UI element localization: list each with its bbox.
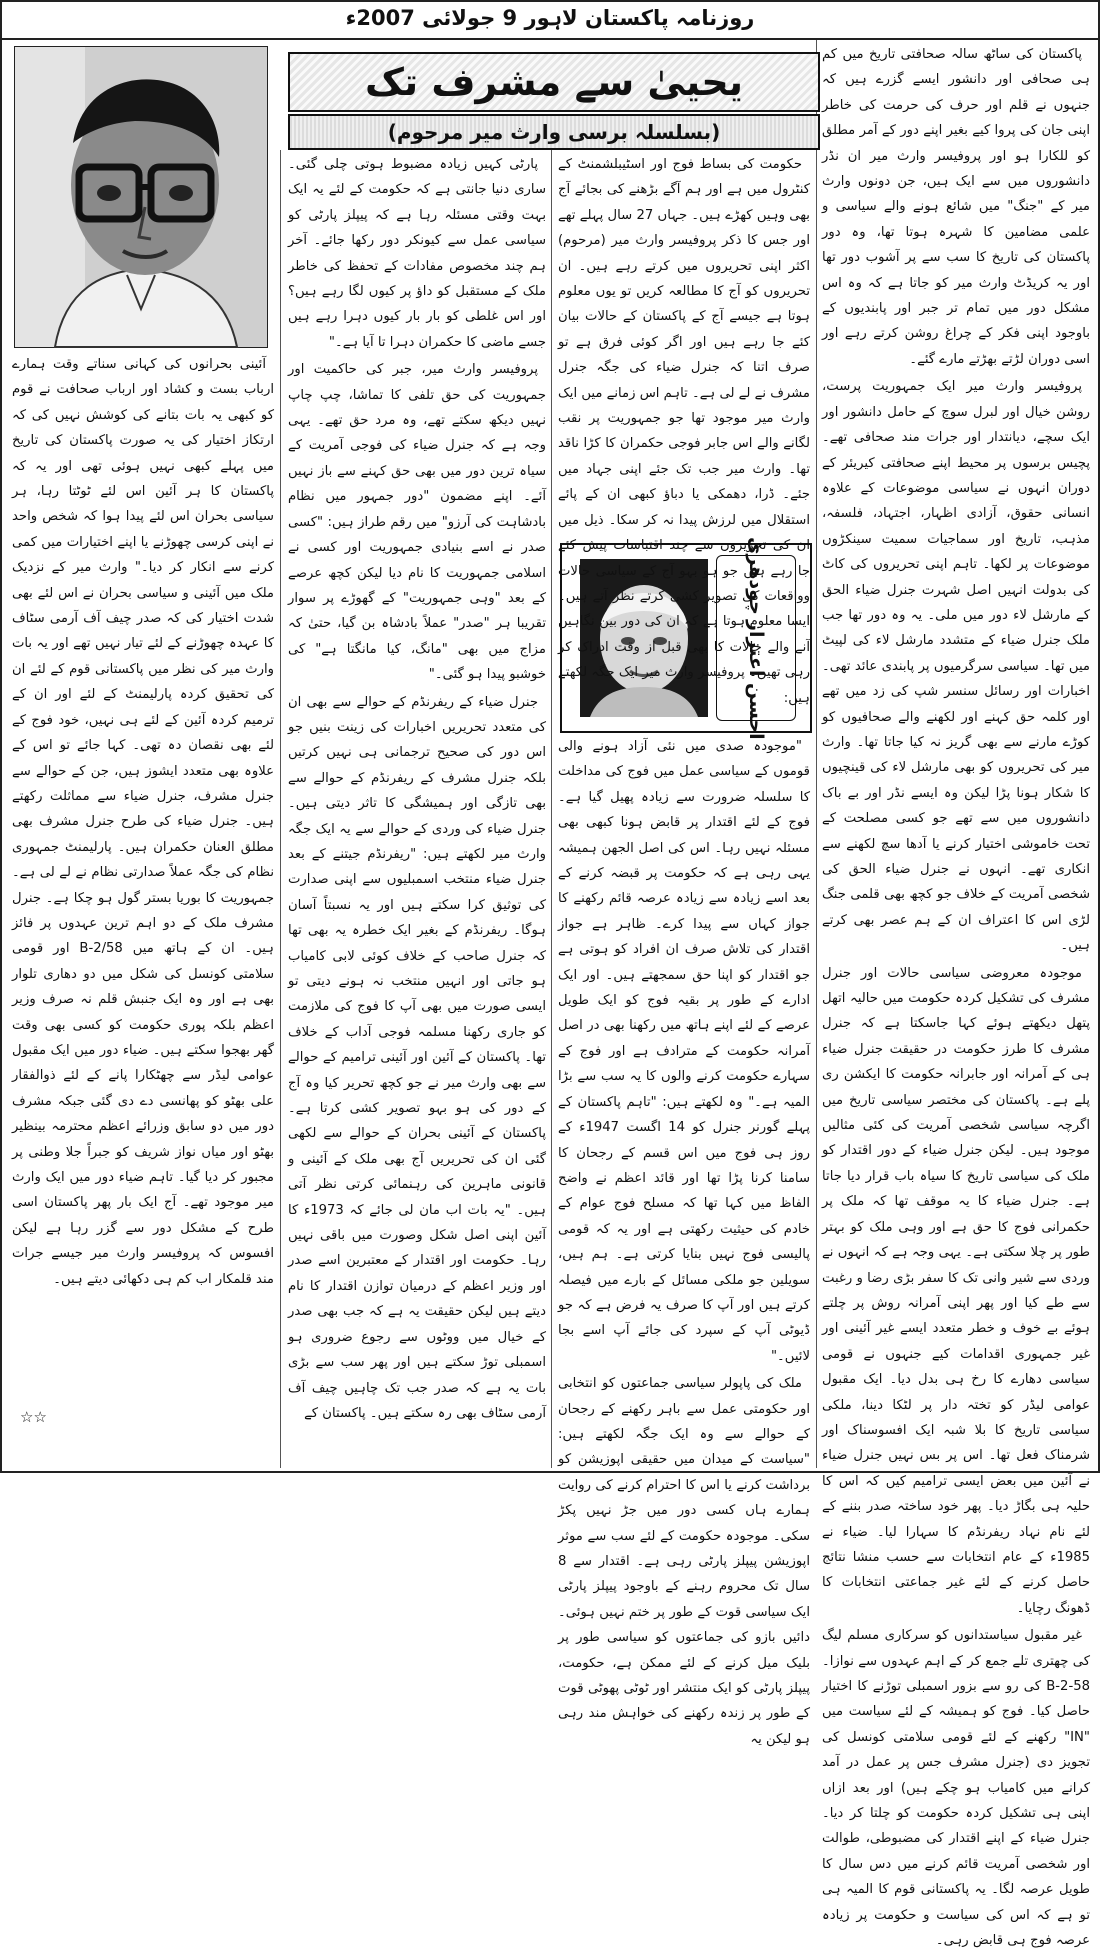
subheadline-box — [288, 114, 820, 150]
paragraph: "موجودہ صدی میں نئی آزاد ہونے والی قوموں کے سیاسی عمل میں فوج کی مداخلت کا سلسلہ ضرورت سے زیادہ پھیل گیا ہے۔ فوج کے لئے اقتدار پر قابض ہونا کبھی بھی مسئلہ نہیں رہا۔ اس کی اصل الجھن ہمیشہ یہی رہی ہے کہ حکومت پر قبضہ کرنے کے بعد اسے زیادہ سے زیادہ عرصہ قائم رکھنے کا جواز کہاں سے پیدا کرے۔ ظاہر ہے جواز اقتدار کی تلاش صرف ان افراد کو ہوتی ہے جو اقتدار کو اپنا حق سمجھتے ہیں۔ اور ایک ادارے کے طور پر بقیہ فوج کو ایک طویل عرصے کے لئے اپنے ہاتھ میں رکھنا بھی در اصل آمرانہ حکومت کے مترادف ہے اور فوج کے سہارے حکومت کرنے والوں کا یہ سب سے بڑا المیہ ہے۔" وہ لکھتے ہیں: "تاہم پاکستان کے پہلے گورنر جنرل کو 14 اگست 1947ء کے روز ہی فوج میں اس قسم کے رجحان کا سامنا کرنا پڑا تھا اور قائد اعظم نے واضح الفاظ میں کہا تھا کہ مسلح فوج عوام کے خادم کی حیثیت رکھتی ہے اور یہ کہ قومی پالیسی فوج نہیں بنایا کرتی ہے۔ ہم ہیں، سویلین جو ملکی مسائل کے بارے میں فیصلہ کرتے ہیں اور آپ کا صرف یہ فرض ہے کہ جو ڈیوٹی آپ کے سپرد کی جائے آپ اسے بجا لائیں۔" — [558, 739, 810, 1364]
paragraph: پروفیسر وارث میر، جبر کی حاکمیت اور جمہوریت کی حق تلفی کا تماشا، چپ چاپ نہیں دیکھ سکتے تھے، وہ مرد حق تھے۔ یہی وجہ ہے کہ جنرل ضیاء کی فوجی آمریت کے سیاہ ترین دور میں بھی حق کہنے سے باز نہیں آئے۔ اپنے مضمون "دور جمہور میں نظام بادشاہت کی آرزو" میں رقم طراز ہیں: "کسی صدر نے اسے بنیادی جمہوریت اور کسی نے اسلامی جمہوریت کا نام دیا لیکن کچھ عرصے کے بعد "وہی جمہوریت" کے گھوڑے پر سوار تقریبا ہر "صدر" عملاً بادشاہ بن گیا، حتیٰ کہ مزاج میں بھی "مانگ، کیا مانگتا ہے" کی خوشبو پیدا ہو گئی۔" — [288, 362, 546, 683]
paragraph: جنرل ضیاء کے ریفرنڈم کے حوالے سے بھی ان کی متعدد تحریریں اخبارات کی زینت بنیں جو اس دور کی صحیح ترجمانی ہی نہیں کرتیں بلکہ جنرل مشرف کے ریفرنڈم کے حوالے سے بھی تازگی اور ہمیشگی کا تاثر دیتی ہیں۔ جنرل ضیاء کی وردی کے حوالے سے یہ ایک جگہ وارث میر لکھتے ہیں: "ریفرنڈم جیتنے کے بعد جنرل ضیاء منتخب اسمبلیوں سے اپنی صدارت کی توثیق کرا سکتے ہیں اور یہ نسبتاً آسان ہوگا۔ ریفرنڈم کے بغیر ایک خطرہ یہ بھی تھا کہ جنرل صاحب کے خلاف کوئی لابی کامیاب ہو جاتی اور انہیں منتخب نہ ہونے دیتی تو ایسی صورت میں بھی آپ کا فوج کی ملازمت کو جاری رکھنا مسلمہ فوجی آداب کے خلاف تھا۔ پاکستان کے آئین اور آئینی ترامیم کے حوالے سے بھی وارث میر نے جو کچھ تحریر کیا وہ آج کے دور کی ہو بہو تصویر کشی کرتا ہے۔ پاکستان کے آئینی بحران کے حوالے سے لکھی گئی ان کی تحریریں آج بھی ملک کے آئینی و قانونی ماہرین کی رہنمائی کرتی نظر آتی ہیں۔ "یہ بات اب مان لی جائے کہ 1973ء کا آئین اپنی اصل شکل وصورت میں باقی نہیں رہا۔ حکومت اور اقتدار کے معتبرین اسے صدر اور وزیر اعظم کے درمیان توازن اقتدار کا نام دیتے ہیں لیکن حقیقت یہ ہے کہ جب بھی صدر کے خیال میں ووٹوں سے رجوع ضروری ہو اسمبلی توڑ سکتے ہیں اور پھر سب سے بڑی بات یہ ہے کہ صدر جب تک چاہیں چیف آف آرمی سٹاف بھی رہ سکتے ہیں۔ پاکستان کے — [288, 694, 546, 1421]
paragraph: ملک کی پاپولر سیاسی جماعتوں کو انتخابی اور حکومتی عمل سے باہر رکھنے کے رجحان کے حوالے سے وہ ایک جگہ لکھتے ہیں: "سیاست کے میدان میں حقیقی اپوزیشن کو برداشت کرنے یا اس کا احترام کرنے کی روایت ہمارے ہاں کسی دور میں جڑ نہیں پکڑ سکی۔ موجودہ حکومت کے لئے سب سے موثر اپوزیشن پیپلز پارٹی رہی ہے۔ اقتدار سے 8 سال تک محروم رہنے کے باوجود پیپلز پارٹی ایک سیاسی قوت کے طور پر ختم نہیں ہوئی۔ دائیں بازو کی جماعتوں کو سیاسی طور پر بلیک میل کرنے کے لئے ممکن ہے، حکومت، پیپلز پارٹی کو ایک منتشر اور ٹوٹی پھوٹی قوت کے طور پر زندہ رکھنے کی خواہش مند رہی ہو لیکن یہ — [558, 1376, 810, 1747]
author-name-first: چودھری — [745, 536, 767, 615]
column-divider — [816, 40, 817, 1468]
author-name-middle: اعتزاز — [745, 620, 767, 677]
article-column-4 — [12, 352, 274, 1402]
header-rule — [0, 38, 1100, 40]
paragraph: پاکستان کی ساٹھ سالہ صحافتی تاریخ میں کم ہی صحافی اور دانشور ایسے گزرے ہیں کہ جنہوں نے قلم اور حرف کی حرمت کی خاطر اپنی جان کی پروا کیے بغیر اپنے دور کے آمر مطلق کو للکارا ہو اور پروفیسر وارث میر ان نڈر دانشوروں میں سے ایک ہیں، جن دونوں وارث میر کے "جنگ" میں شائع ہونے والے سیاسی و علمی مضامین کا شہرہ ہوتا تھا، وہ دور پاکستان کی تاریخ کا سب سے پر آشوب دور تھا اور یہ کریڈٹ وارث میر کو جاتا ہے کہ وہ اس مشکل دور میں تمام تر جبر اور پابندیوں کے باوجود اپنی فکر کے چراغ روشن کرتے رہے اور اسی دوران لڑتے بھڑتے مارے گئے۔ — [822, 47, 1090, 367]
column-divider — [551, 150, 552, 1468]
article-column-3 — [288, 152, 546, 1466]
headline: یحییٰ سے مشرف تک — [364, 60, 744, 104]
dateline: روزنامہ پاکستان لاہور 9 جولائی 2007ء — [345, 6, 755, 30]
article-column-2-bottom — [558, 734, 810, 1747]
portrait-illustration — [15, 47, 267, 347]
paragraph: غیر مقبول سیاستدانوں کو سرکاری مسلم لیگ کی چھتری تلے جمع کر کے اہم عہدوں سے نوازا۔ B-2-58 کی رو سے بزور اسمبلی توڑنے کا اختیار حاصل کیا۔ فوج کو ہمیشہ کے لئے سیاست میں "IN" رکھنے کے لئے قومی سلامتی کونسل کی تجویز دی (جنرل مشرف جس پر عمل در آمد کرانے میں کامیاب ہو چکے ہیں) اور بعد ازاں اپنی ہی تشکیل کردہ حکومت کو چلتا کر دیا۔ جنرل ضیاء کے اپنے اقتدار کی مضبوطی، طوالت اور شخصی آمریت قائم کرنے میں دس سال کا طویل عرصہ لگا۔ یہ پاکستانی قوم کا المیہ ہی تو ہے کہ اس کی سیاست و حکومت پر زیادہ عرصہ فوج ہی قابض رہی۔ — [822, 1628, 1090, 1949]
end-mark-icon: ☆☆ — [20, 1408, 47, 1426]
headline-box — [288, 52, 820, 112]
paragraph: پارٹی کہیں زیادہ مضبوط ہوتی چلی گئی۔ ساری دنیا جانتی ہے کہ حکومت کے لئے یہ ایک بہت وقتی مسئلہ رہا ہے کہ پیپلز پارٹی کو سیاسی عمل سے کیونکر دور رکھا جائے۔ آخر ہم چند مخصوص مفادات کے تحفظ کی خاطر ملک کے مستقبل کو داؤ پر کیوں لگا رہے ہیں؟ اور اس غلطی کو بار بار کیوں دہرا رہے ہیں جسے ماضی کا حکمران دہرا تا آیا ہے۔" — [288, 157, 546, 350]
paragraph: موجودہ معروضی سیاسی حالات اور جنرل مشرف کی تشکیل کردہ حکومت میں حالیہ اتھل پتھل دیکھتے ہوئے کہا جاسکتا ہے کہ جنرل مشرف کا طرز حکومت در حقیقت جنرل ضیاء ہی کے آمرانہ اور جابرانہ حکومت کا ایکشن ری پلے ہے۔ پاکستان کی مختصر سیاسی تاریخ میں اگرچہ سیاسی شخصی آمریت کی کئی مثالیں موجود ہیں۔ لیکن جنرل ضیاء کے دور اقتدار کو ملک کی سیاسی تاریخ کا سیاہ باب قرار دیا جاتا ہے۔ جنرل ضیاء کا یہ موقف تھا کہ ملک پر حکمرانی فوج کا حق ہے اور وہی ملک کو بہتر طور پر چلا سکتی ہے۔ یہی وجہ ہے کہ انہوں نے وردی سے شیر وانی تک کا سفر بڑی رضا و رغبت سے طے کیا اور پھر اپنی آمرانہ روش پر چلتے ہوئے بے خوف و خطر متعدد ایسے غیر آئینی اور غیر جمہوری اقدامات کیے جنہوں نے قومی سیاسی دھارے کا رخ ہی بدل دیا۔ ایک مقبول عوامی لیڈر کو تختہ دار پر لٹکا دینا، ملکی سیاسی تاریخ کا بلا شبہ ایک افسوسناک اور شرمناک فعل تھا۔ اس پر بس نہیں جنرل ضیاء نے آئین میں بعض ایسی ترامیم کیں کہ اس کا حلیہ ہی بگاڑ دیا۔ پھر خود ساختہ صدر بننے کے لئے نام نہاد ریفرنڈم کا سہارا لیا۔ ضیاء نے 1985ء کے عام انتخابات سے حسب منشا نتائج حاصل کرنے کے لئے غیر جماعتی انتخابات کا ڈھونگ رچایا۔ — [822, 965, 1090, 1616]
author-name-last: احسن — [745, 682, 767, 740]
paragraph: پروفیسر وارث میر ایک جمہوریت پرست، روشن خیال اور لبرل سوچ کے حامل دانشور اور ایک سچے، دیانتدار اور جرات مند صحافی تھے۔ پچیس برسوں پر محیط اپنے صحافتی کیریئر کے دوران انہوں نے سیاسی موضوعات کے علاوہ انسانی حقوق، آزادی اظہار، اجتہاد، فلسفہ، مذہب، تاریخ اور سماجیات سمیت سینکڑوں موضوعات پر لکھا۔ تاہم اپنی تحریروں کی کاٹ کی بدولت انہیں اصل شہرت جنرل ضیاء الحق کے مارشل لاء دور میں ملی۔ یہ وہ دور تھا جب ملک جنرل ضیاء کے متشدد مارشل لاء کی لپیٹ میں تھا۔ سیاسی سرگرمیوں پر پابندی عائد تھی۔ اخبارات اور رسائل سنسر شپ کی زد میں تھے اور کلمہ حق کہنے اور لکھنے والے صحافیوں کو کوڑے مارنے سے بھی گریز نہ کیا جاتا تھا۔ وارث میر کی تحریروں کو بھی مارشل لاء کی قینچیوں کا شکار ہونا پڑا لیکن وہ ایسے نڈر اور بے باک دانشوروں میں سے تھے جو کسی مصلحت کے تحت خاموشی اختیار کرنے یا آدھا سچ لکھنے سے انکاری تھے۔ انہوں نے جنرل ضیاء الحق کی شخصی آمریت کے خلاف جو کچھ بھی قلمی جنگ لڑی اس کا اعتراف ان کے ہم عصر بھی کرتے ہیں۔ — [822, 379, 1090, 954]
subheadline: (بسلسلہ برسی وارث میر مرحوم) — [387, 120, 721, 144]
paragraph: آئینی بحرانوں کی کہانی سناتے وقت ہمارے ارباب بست و کشاد اور ارباب صحافت نے قوم کو کبھی یہ بات بتانے کی کوشش نہیں کی کہ ارتکاز اختیار کی یہ صورت پاکستان کی تاریخ میں پہلے کبھی نہیں ہوئی تھی اور یہ کہ پاکستان کا ہر آئین اس لئے ٹوٹتا رہا، ہر سیاسی بحران اس لئے پیدا ہوا کہ شخص واحد نے اپنی کرسی چھوڑنے یا اپنے اختیارات میں کمی کرنے سے انکار کر دیا۔" وارث میر کے نزدیک ملک میں آئینی و سیاسی بحران نے اس لئے بھی شدت اختیار کی کہ صدر چیف آف آرمی سٹاف کا عہدہ چھوڑنے کے لئے تیار نہیں تھے اور یہ بات وارث میر کی نظر میں پاکستانی قوم کے لئے ان کی تحقیق کردہ پارلیمنٹ کے لئے اور ان کے ترمیم کردہ آئین کے لئے ہی نہیں، خود فوج کے لئے بھی نقصان دہ تھی۔ کہا جائے تو اس کے علاوہ بھی متعدد ایشوز ہیں، جن کے حوالے سے جنرل مشرف، جنرل ضیاء سے مماثلت رکھتے ہیں۔ جنرل ضیاء کی طرح جنرل مشرف بھی مطلق العنان حکمران ہیں۔ پارلیمنٹ جمہوری نظام کی جگہ عملاً صدارتی نظام نے لے لی ہے۔ جمہوریت کا بوریا بستر گول ہو چکا ہے۔ جنرل مشرف ملک کے دو اہم ترین عہدوں پر فائز ہیں۔ ان کے ہاتھ میں B-2/58 اور قومی سلامتی کونسل کی شکل میں دو دھاری تلوار بھی ہے اور وہ ایک جنبش قلم نہ صرف وزیر اعظم بلکہ پوری حکومت کو کسی بھی وقت گھر بھجوا سکتے ہیں۔ ضیاء دور میں ایک مقبول عوامی لیڈر سے چھٹکارا پانے کے لئے ذوالفقار علی بھٹو کو پھانسی دے دی گئی جبکہ مشرف دور میں دو سابق وزرائے اعظم محترمہ بینظیر بھٹو اور میاں نواز شریف کو جبراً جلا وطنی پر مجبور کر دیا گیا۔ تاہم ضیاء دور میں ایک وارث میر موجود تھے۔ آج ایک بار پھر پاکستان اسی طرح کے مشکل دور سے گزر رہا ہے لیکن افسوس کہ پروفیسر وارث میر جیسے جرات مند قلمکار اب کم ہی دکھائی دیتے ہیں۔ — [12, 357, 274, 1287]
column-divider — [280, 150, 281, 1468]
article-column-1 — [822, 42, 1090, 1949]
portrait-photo — [14, 46, 268, 348]
paragraph: حکومت کی بساط فوج اور اسٹیبلشمنٹ کے کنٹرول میں ہے اور ہم آگے بڑھنے کی بجائے آج بھی وہیں کھڑے ہیں۔ جہاں 27 سال پہلے تھے اور جس کا ذکر پروفیسر وارث میر (مرحوم) اکثر اپنی تحریروں میں کرتے رہے ہیں۔ ان تحریروں کو آج کا مطالعہ کریں تو یوں معلوم ہوتا ہے جیسے آج کے پاکستان کے حالات بیان کئے جا رہے ہیں اور اگر کوئی فرق ہے تو صرف اتنا کہ جنرل ضیاء کی جگہ جنرل مشرف نے لے لی ہے۔ تاہم اس زمانے میں ایک وارث میر موجود تھا جو جمہوریت پر نقب لگانے والے اس جابر فوجی حکمران کا کڑا ناقد تھا۔ وارث میر جب تک جئے اپنی جہاد میں جئے۔ ڈرا، دھمکی یا دباؤ کبھی ان کے پائے استقلال میں لرزش پیدا نہ کر سکا۔ ذیل میں ان کی تحریروں سے چند اقتباسات پیش کئے جا رہے ہیں جو ہو بہو آج کے سیاسی حالات وواقعات کی تصویر کشی کرتے نظر آتے ہیں۔ ایسا معلوم ہوتا ہے کہ ان کی دور بین نگاہیں آنے والے حالات کا بھی قبل از وقت ادراک کر رہی تھیں۔ پروفیسر وارث میر ایک جگہ لکھتے ہیں: — [558, 157, 810, 706]
